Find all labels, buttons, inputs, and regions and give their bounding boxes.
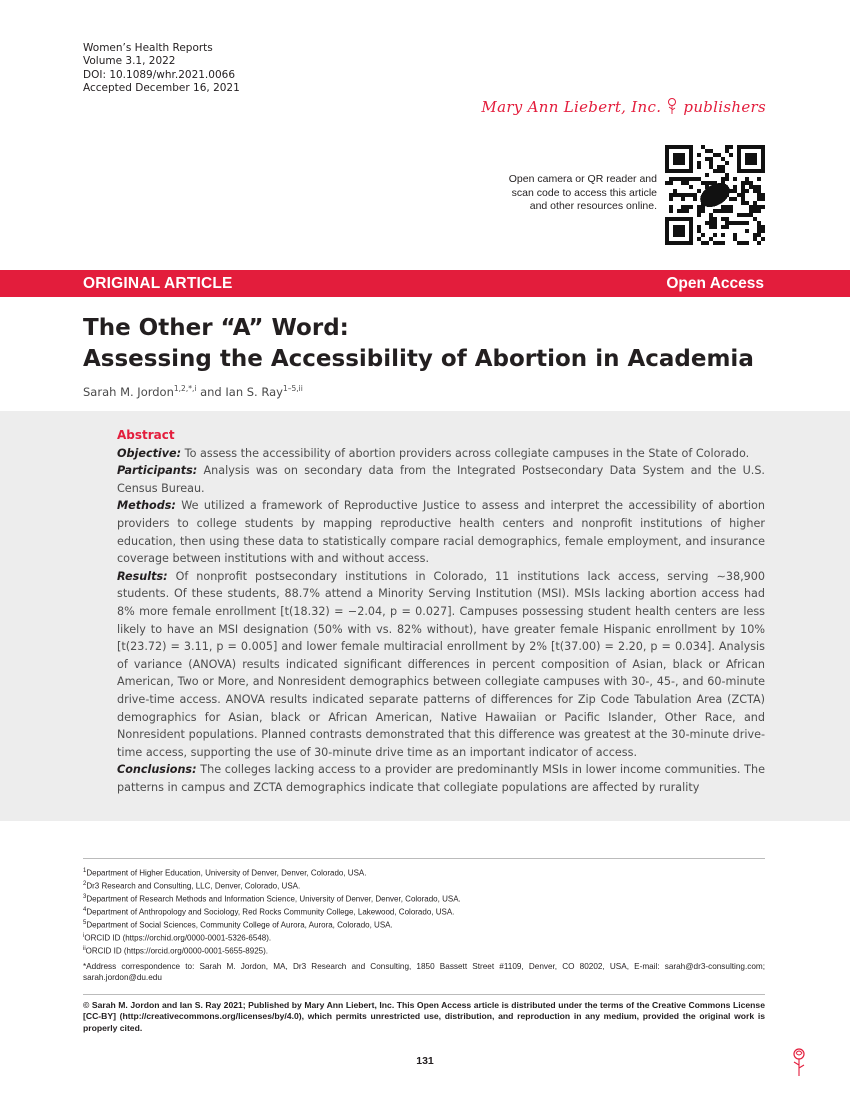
author-affiliation-marks: 1–5,ii [282,384,303,393]
abstract-objective: Objective: To assess the accessibility of abortion providers across collegiate campuses in the State of Colorado. [117,446,750,460]
article-title: The Other “A” Word: Assessing the Accessibility of Abortion in Academia [83,315,754,372]
license-statement: © Sarah M. Jordon and Ian S. Ray 2021; Published by Mary Ann Liebert, Inc. This Open Access article is distributed under the terms of the Creative Commons License [CC-BY] (http://creativecommons.org/licenses/by/4.0), which permits unrestricted use, distribution, and reproduction in any medium, provided the original work is properly cited. [83,1000,765,1033]
author-affiliation-marks: 1,2,*,i [173,384,197,393]
footnote: $^2$Dr3 Research and Consulting, LLC, Denver, Colorado, USA. [83,880,301,891]
footnote: $^1$Department of Higher Education, University of Denver, Denver, Colorado, USA. [83,868,367,878]
rose-icon [788,1046,810,1078]
affiliation-footnotes [83,866,765,957]
footnote: $^3$Department of Research Methods and Information Science, University of Denver, Denver, Colorado, USA. [83,893,461,904]
article-type-banner [0,270,850,297]
correspondence-address: *Address correspondence to: Sarah M. Jordon, MA, Dr3 Research and Consulting, 1850 Bassett Street #1109, Denver, CO 80202, USA, E-mail: sarah@dr3-consulting.com; sarah.jordon@du.edu [83,962,765,982]
footnote: $^5$Department of Social Sciences, Community College of Aurora, Aurora, Colorado, USA. [83,919,393,930]
publisher-suffix: publishers [683,98,766,116]
abstract-conclusions: Conclusions: The colleges lacking access to a provider are predominantly MSIs in lower income communities. The patterns in campus and ZCTA demographics indicate that collegiate populations are affected by rurality [117,763,765,794]
footnote: $^{ii}$ORCID ID (https://orcid.org/0000-0001-5655-8925). [83,945,268,956]
journal-info [83,42,240,95]
publisher-name: Mary Ann Liebert, Inc. [481,98,662,116]
abstract-results: Results: Of nonprofit postsecondary institutions in Colorado, 11 institutions lack access, serving ∼38,900 students. Of these students, 88.7% attend a Minority Serving Institution (MSI). MSIs lacking abortion access had 8% more female enrollment [t(18.32) = −2.04, p = 0.027]. Campuses possessing student health centers are less likely to have an MSI designation (50% with vs. 82% without), have greater female Hispanic enrollment by 10% [t(23.72) = 3.11, p = 0.005] and lower female multiracial enrollment by 2% [t(37.00) = 2.20, p = 0.034]. Analysis of variance (ANOVA) results indicated significant differences in percent composition of Asian, black or African American, Two or More, and Nonresident demographics between collegiate campuses with 30-, 45-, and 60-minute drive-time access. ANOVA results indicated separate patterns of differences for Zip Code Tabulation Area (ZCTA) demographics for Asian, black or African American, Native Hawaiian or Pacific Islander, Other Race, and Nonresident populations. Planned contrasts demonstrated that this difference was greatest at the 30-minute drive-time access, supporting the use of 30-minute drive time as an important indicator of access. [117,569,765,759]
abstract [117,427,765,796]
rose-icon [666,97,678,119]
journal-volume: Volume 3.1, 2022 [83,55,176,68]
license-divider [83,994,765,995]
footnote-divider [83,858,765,859]
abstract-methods: Methods: We utilized a framework of Reproductive Justice to assess and interpret the accessibility of abortion providers to college students by mapping reproductive health centers and nonprofit institutions of higher education, then using these data to statistically compare racial demographics, female employment, and insurance coverage between institutions with and without access. [117,499,765,566]
footnote: $^4$Department of Anthropology and Sociology, Red Rocks Community College, Lakewood, Colorado, USA. [83,906,455,917]
abstract-participants: Participants: Analysis was on secondary data from the Integrated Postsecondary Data System and the U.S. Census Bureau. [117,464,765,495]
publisher-logo [481,97,766,119]
author-name: Sarah M. Jordon [83,384,174,399]
qr-instructions: Open camera or QR reader and scan code to access this article and other resources online. [508,173,657,212]
author-list: Sarah M. Jordon$^{1,2,*,i}$ and Ian S. Ray$^{1-5,ii}$ [83,384,303,399]
footnote: $^i$ORCID ID (https://orchid.org/0000-0001-5326-6548). [83,932,272,943]
author-name: Ian S. Ray [225,384,283,399]
abstract-heading: Abstract [117,428,175,442]
qr-code-icon[interactable] [665,145,765,245]
journal-name: Women’s Health Reports [83,42,213,54]
accepted-date: Accepted December 16, 2021 [83,81,240,94]
article-type-label: ORIGINAL ARTICLE [83,275,233,292]
open-access-label: Open Access [666,275,764,292]
journal-doi: DOI: 10.1089/whr.2021.0066 [83,68,235,81]
page-number: 131 [416,1055,434,1067]
